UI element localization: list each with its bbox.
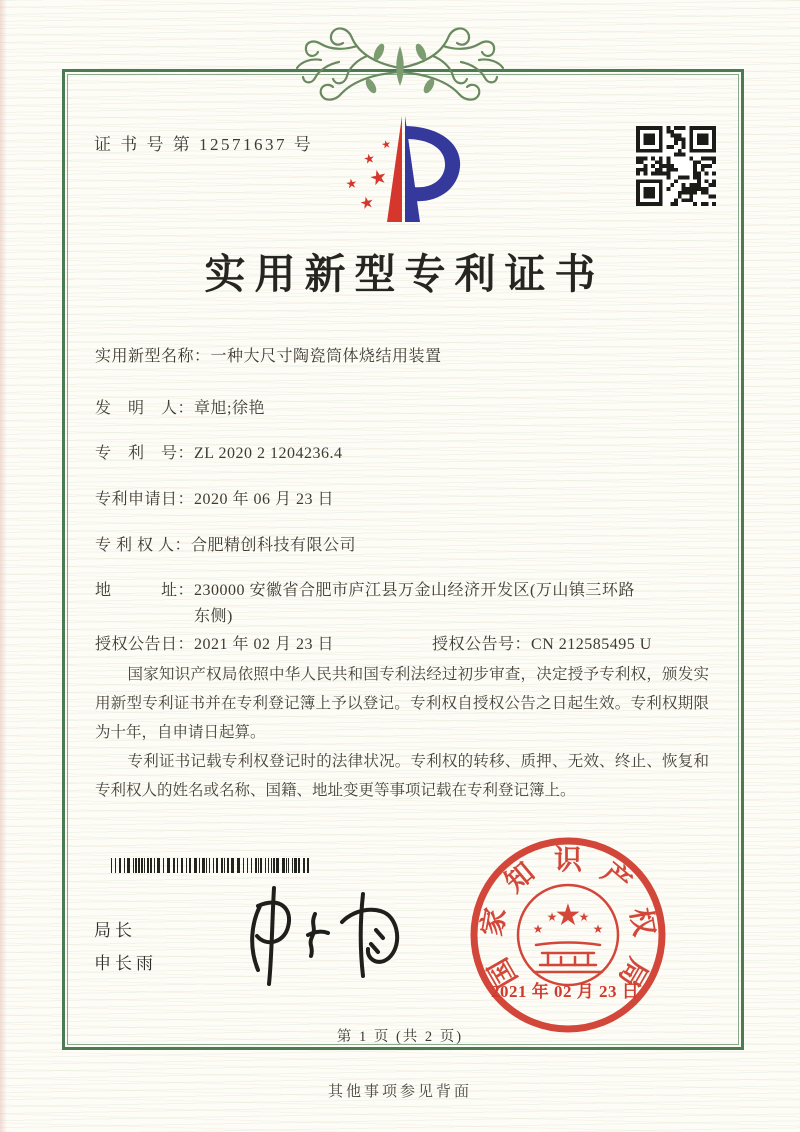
seal-char: 权 (623, 905, 660, 939)
cnipa-logo-icon (330, 110, 480, 228)
barcode (111, 858, 309, 873)
page-number: 第 1 页 (共 2 页) (336, 1029, 464, 1045)
field-value: 章旭;徐艳 (194, 400, 265, 417)
field-label: 授权公告号： (432, 636, 532, 653)
cnipa-seal (460, 835, 676, 1035)
svg-text:★: ★ (344, 176, 359, 193)
field-patentee (95, 533, 356, 559)
field-label: 专 利 权 人： (95, 537, 192, 554)
official-title: 局长 (94, 921, 136, 940)
seal-char: 产 (595, 857, 637, 899)
field-patent-number (95, 441, 342, 467)
field-value: 2020 年 06 月 23 日 (194, 491, 335, 508)
field-label: 地 址： (95, 582, 195, 599)
official-name: 申长雨 (94, 954, 157, 973)
qr-code (636, 126, 716, 206)
svg-text:★: ★ (578, 910, 590, 924)
svg-text:★: ★ (362, 151, 377, 168)
field-label: 授权公告日： (95, 636, 195, 653)
field-application-date (95, 487, 334, 513)
back-note: 其他事项参见背面 (327, 1084, 472, 1100)
national-emblem-stars (533, 898, 604, 936)
legal-paragraph-2: 专利证书记载专利权登记时的法律状况。专利权的转移、质押、无效、终止、恢复和专利权人的姓名或名称、国籍、地址变更等事项记载在专利登记簿上。 (95, 753, 709, 799)
seal-char: 家 (476, 905, 513, 939)
field-label: 专利申请日： (95, 491, 195, 508)
svg-text:★: ★ (592, 922, 604, 936)
field-value: ZL 2020 2 1204236.4 (194, 445, 343, 462)
seal-char: 国 (483, 952, 524, 993)
legal-paragraph-1: 国家知识产权局依照中华人民共和国专利法经过初步审查，决定授予专利权，颁发实用新型专利证书并在专利登记簿上予以登记。专利权自授权公告之日起生效。专利权期限为十年，自申请日起算。 (95, 666, 709, 741)
field-value: 一种大尺寸陶瓷筒体烧结用装置 (210, 348, 442, 365)
legal-text-block (95, 660, 709, 805)
svg-text:★: ★ (532, 922, 544, 936)
seal-char: 局 (612, 952, 653, 993)
field-address (95, 578, 646, 630)
field-inventor (95, 396, 265, 422)
seal-char: 知 (499, 857, 541, 899)
seal-char: 识 (553, 845, 583, 876)
svg-text:★: ★ (380, 137, 393, 152)
svg-text:★: ★ (366, 163, 390, 192)
field-grant-number (432, 631, 652, 654)
scan-edge-artifact (0, 0, 7, 1132)
field-value: 230000 安徽省合肥市庐江县万金山经济开发区(万山镇三环路东侧) (194, 582, 635, 625)
field-value: CN 212585495 U (531, 636, 652, 653)
national-emblem-gate (534, 943, 602, 973)
field-grant-date (95, 631, 334, 654)
field-label: 实用新型名称： (95, 348, 211, 365)
field-value: 合肥精创科技有限公司 (191, 537, 357, 554)
svg-text:★: ★ (357, 191, 376, 214)
certificate-title: 实用新型专利证书 (204, 251, 605, 297)
svg-text:★: ★ (554, 898, 582, 933)
field-utility-model-name (95, 344, 442, 370)
flourish-ornament-icon (283, 16, 517, 112)
svg-text:★: ★ (546, 910, 558, 924)
certificate-number: 证 书 号 第 12571637 号 (94, 135, 314, 154)
field-value: 2021 年 02 月 23 日 (194, 636, 335, 653)
seal-date: 2021 年 02 月 23 日 (491, 982, 640, 1001)
handwritten-signature (222, 882, 417, 992)
field-label: 发 明 人： (95, 400, 195, 417)
field-label: 专 利 号： (95, 445, 195, 462)
